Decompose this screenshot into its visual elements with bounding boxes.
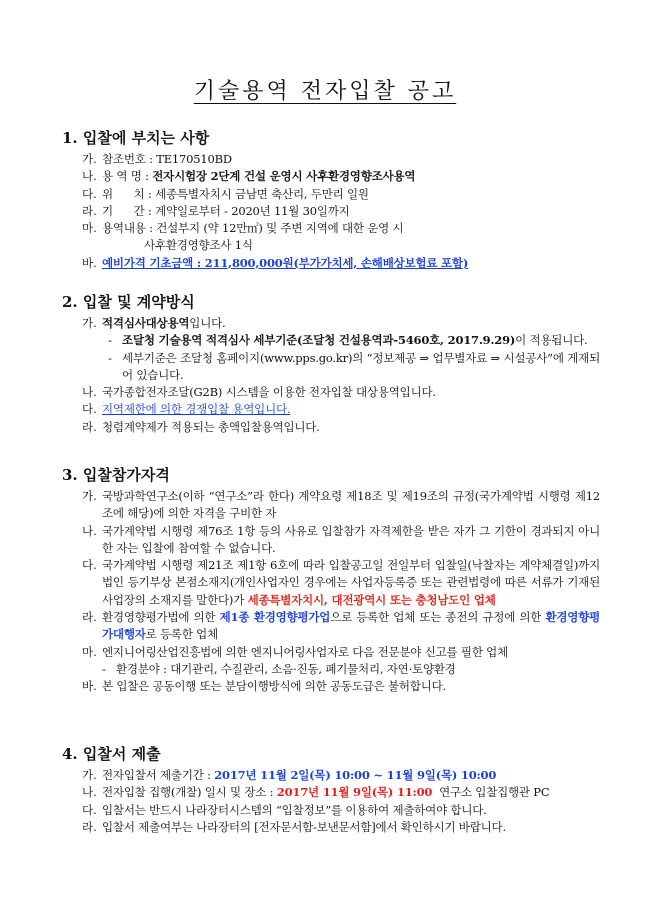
- list-item: 마. 용역내용 : 건설부지 (약 12만㎡) 및 주변 지역에 대한 운영 시: [82, 221, 404, 236]
- section-contract-method: [62, 292, 600, 436]
- list-item: 라. 환경영향평가법에 의한 제1종 환경영향평가업으로 등록한 업체 또는 종전의 규정에 의한 환경영향평가대행자로 등록한 업체: [82, 610, 601, 642]
- list-item: 가. 참조번호 : TE170510BD: [82, 152, 232, 166]
- list-item: 라. 기 간 : 계약일로부터 - 2020년 11월 30일까지: [82, 203, 350, 218]
- list-item: 다. 국가계약법 시행령 제21조 제1항 6호에 따라 입찰공고일 전일부터 입찰일(낙찰자는 계약체결일)까지 법인 등기부상 본점소재지(개인사업자인 경우에는 사업자등록증 또는 관련법령에 따른 서류가 기재된 사업장의 소재지를 말한다)가 세종특별자치시, 대전광역시 또는 충청남도인 업체: [82, 558, 600, 607]
- section-heading: 1. 입찰에 부치는 사항: [62, 129, 210, 147]
- list-item: 다. 위 치 : 세종특별자치시 금남면 축산리, 두만리 일원: [82, 186, 369, 201]
- list-subitem: - 세부기준은 조달청 홈페이지(www.pps.go.kr)의 “정보제공 ⇒ 업무별자료 ⇒ 시설공사”에 게재되어 있습니다.: [108, 350, 600, 382]
- list-item: 다. 지역제한에 의한 경쟁입찰 용역입니다.: [82, 402, 291, 417]
- list-subitem: - 환경분야 : 대기관리, 수질관리, 소음·진동, 폐기물처리, 자연·토양환경: [102, 661, 456, 676]
- list-item: 나. 국가계약법 시행령 제76조 1항 등의 사유로 입찰참가 자격제한을 받은 자가 그 기한이 경과되지 아니한 자는 입찰에 참여할 수 없습니다.: [82, 523, 600, 555]
- list-item: 라. 청렴계약제가 적용되는 총액입찰용역입니다.: [82, 419, 320, 434]
- section-qualifications: [62, 465, 600, 696]
- list-item: 바. 본 입찰은 공동이행 또는 분담이행방식에 의한 공동도급은 불허합니다.: [82, 679, 447, 694]
- list-item: 다. 입찰서는 반드시 나라장터시스템의 “입찰정보”를 이용하여 제출하여야 합니다.: [82, 802, 487, 817]
- list-item: 나. 용 역 명 : 전자시험장 2단계 건설 운영시 사후환경영향조사용역: [82, 169, 416, 184]
- section-bid-submission: [62, 744, 600, 836]
- list-item: 마. 엔지니어링산업진흥법에 의한 엔지니어링사업자로 다음 전문분야 신고를 필한 업체: [82, 644, 508, 659]
- list-item: 가. 국방과학연구소(이하 “연구소”라 한다) 계약요령 제18조 및 제19조의 규정(국가계약법 시행령 제12조에 해당)에 의한 자격을 구비한 자: [82, 489, 600, 521]
- section-bid-items: [62, 128, 600, 272]
- section-heading: 2. 입찰 및 계약방식: [62, 293, 195, 311]
- list-item: 나. 국가종합전자조달(G2B) 시스템을 이용한 전자입찰 대상용역입니다.: [82, 385, 436, 400]
- list-item: 나. 전자입찰 집행(개찰) 일시 및 장소 : 2017년 11월 9일(목) 11:00 연구소 입찰집행관 PC: [82, 785, 550, 800]
- list-subitem: - 조달청 기술용역 적격심사 세부기준(조달청 건설용역과-5460호, 2017.9.29)이 적용됩니다.: [108, 333, 588, 348]
- list-item: 라. 입찰서 제출여부는 나라장터의 [전자문서함-보낸문서함]에서 확인하시기 바랍니다.: [82, 819, 506, 834]
- section-heading: 3. 입찰참가자격: [62, 466, 170, 484]
- section-heading: 4. 입찰서 제출: [62, 745, 161, 763]
- page-title: 기술용역 전자입찰 공고: [193, 79, 457, 104]
- list-item-continuation: 사후환경영향조사 1식: [144, 238, 253, 253]
- list-item: 가. 적격심사대상용역입니다.: [82, 316, 226, 330]
- list-item: 가. 전자입찰서 제출기간 : 2017년 11월 2일(목) 10:00 ~ 11월 9일(목) 10:00: [82, 768, 497, 782]
- list-item: 바. 예비가격 기초금액 : 211,800,000원(부가가치세, 손해배상보험료 포함): [82, 255, 469, 270]
